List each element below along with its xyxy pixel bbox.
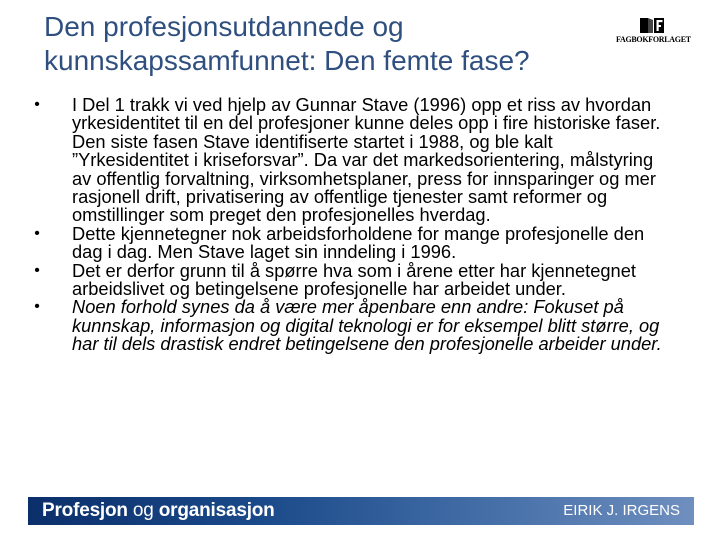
bullet-marker: • <box>34 96 40 113</box>
footer-title-connector: og <box>127 500 159 521</box>
bullet-marker: • <box>34 261 40 279</box>
bullet-text: Dette kjennetegner nok arbeidsforholdene for mange profesjonelle den dag i dag. Men Stave laget sin inndeling i 1996. <box>72 222 645 263</box>
bullet-item <box>30 259 670 300</box>
bullet-marker: • <box>34 224 40 242</box>
bullet-item <box>30 96 670 225</box>
bullet-text: Det er derfor grunn til å spørre hva som i årene etter har kjennetegnet arbeidslivet og betingelsene profesjonelle har arbeidet under. <box>72 259 636 300</box>
slide-title-line-2: kunnskapssamfunnet: Den femte fase? <box>44 45 530 76</box>
footer-title-part: organisasjon <box>158 500 275 521</box>
book-f-icon <box>616 16 686 36</box>
footer-title-part: Profesjon <box>42 500 128 521</box>
bullet-marker: • <box>34 298 40 316</box>
footer-bar <box>28 497 694 525</box>
bullet-text: I Del 1 trakk vi ved hjelp av Gunnar Stave (1996) opp et riss av hvordan yrkesidentitet til en del profesjoner kunne deles opp i fire historiske faser. Den siste fasen Stave identifiserte startet i 1988, og ble kalt ”Yrkesidentitet i kriseforsvar”. Da var det markedsorientering, målstyring av offentlig forvaltning, virksomhetsplaner, press for innsparinger og mer rasjonell drift, privatisering av offentlige tjenester samt reformer og omstillinger som preget den profesjonelles hverdag. <box>72 94 661 226</box>
slide-title <box>44 10 644 78</box>
bullet-list <box>30 96 670 354</box>
bullet-item <box>30 298 670 353</box>
slide-title-line-1: Den profesjonsutdannede og <box>44 11 404 42</box>
publisher-logo <box>616 16 691 48</box>
bullet-text: Noen forhold synes da å være mer åpenbare enn andre: Fokuset på kunnskap, informasjon og digital teknologi er for eksempel blitt større, og har til dels drastisk endret betingelsene den profesjonelle arbeider under. <box>72 296 662 355</box>
bullet-item <box>30 222 670 263</box>
footer-book-title <box>42 500 275 522</box>
footer-author: EIRIK J. IRGENS <box>563 502 680 519</box>
logo-wordmark: FAGBOKFORLAGET <box>616 35 691 44</box>
